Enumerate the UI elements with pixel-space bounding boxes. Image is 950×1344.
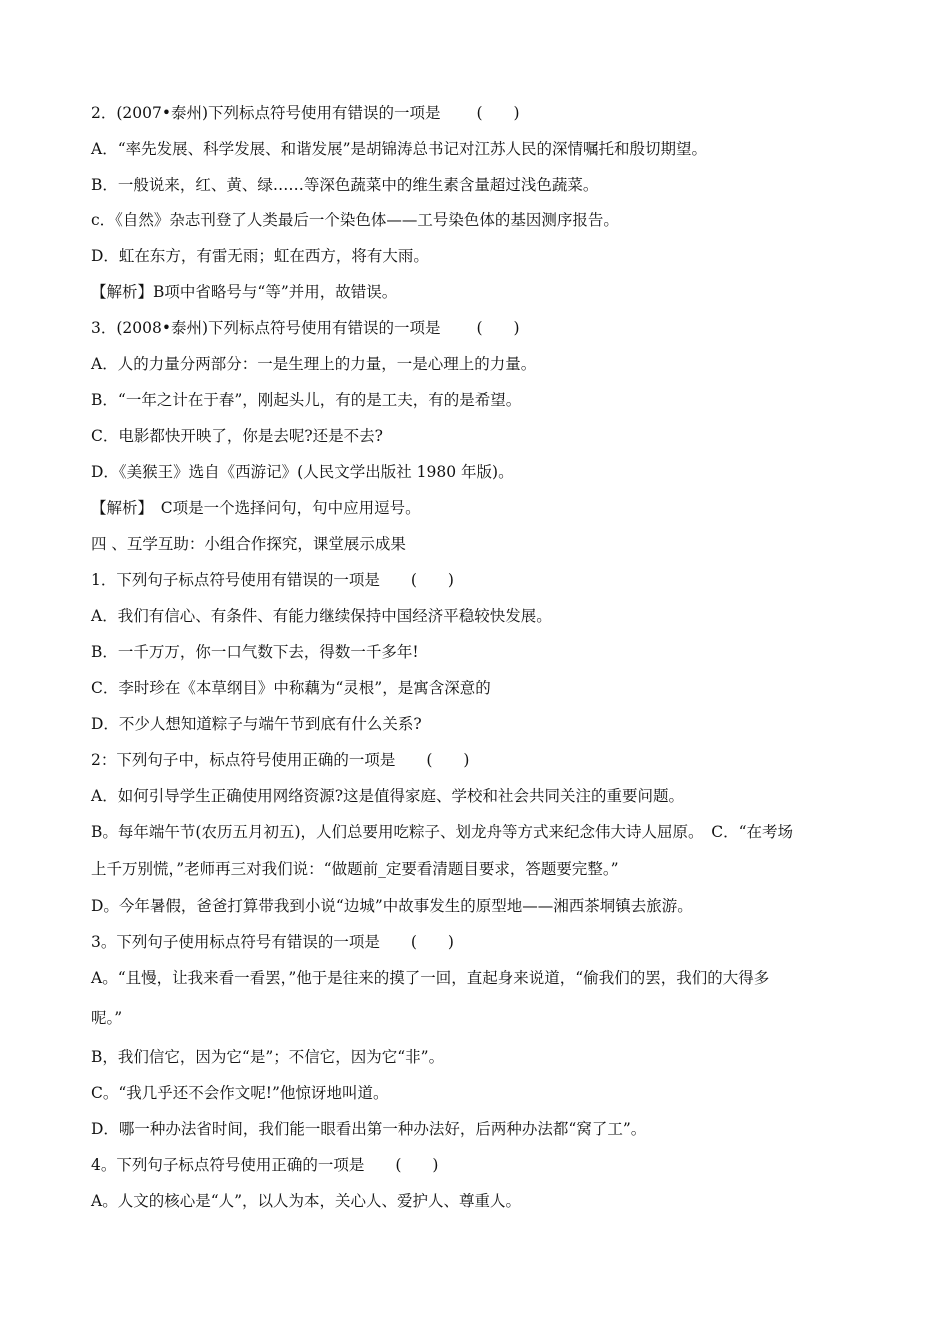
option-a: A．如何引导学生正确使用网络资源?这是值得家庭、学校和社会共同关注的重要问题。 [91,787,685,805]
option-b: B．一般说来，红、黄、绿……等深色蔬菜中的维生素含量超过浅色蔬菜。 [91,176,599,194]
section-heading: 四 、互学互助：小组合作探究，课堂展示成果 [91,535,406,553]
option-a: A．人的力量分两部分：一是生理上的力量，一是心理上的力量。 [91,355,537,373]
option-d: D．哪一种办法省时间，我们能一眼看出第一种办法好，后两种办法都“窝了工”。 [91,1120,647,1138]
question-2-stem: 2．(2007•泰州)下列标点符号使用有错误的一项是 ( ) [91,104,520,122]
option-a: A．我们有信心、有条件、有能力继续保持中国经济平稳较快发展。 [91,607,552,625]
question-4-stem: 4。下列句子标点符号使用正确的一项是 ( ) [91,1156,439,1174]
option-a: A。人文的核心是“人”，以人为本，关心人、爱护人、尊重人。 [91,1192,522,1210]
option-b: B．“一年之计在于春”，刚起头儿，有的是工夫，有的是希望。 [91,391,522,409]
option-d: D．《美猴王》选自《西游记》(人民文学出版社 1980 年版)。 [91,463,514,481]
question-2-stem: 2：下列句子中，标点符号使用正确的一项是 ( ) [91,751,470,769]
question-3-stem: 3。下列句子使用标点符号有错误的一项是 ( ) [91,933,454,951]
option-a: A．“率先发展、科学发展、和谐发展”是胡锦涛总书记对江苏人民的深情嘱托和殷切期望。 [91,140,708,158]
option-d: D．不少人想知道粽子与端午节到底有什么关系? [91,715,422,733]
option-a: A。“且慢，让我来看一看罢，”他于是往来的摸了一回，直起身来说道，“偷我们的罢，我们的大得多 [91,969,770,987]
option-b-c: B。每年端午节(农历五月初五)，人们总要用吃粽子、划龙舟等方式来纪念伟大诗人屈原。 C．“在考场 [91,823,794,841]
analysis: 【解析】 C项是一个选择问句，句中应用逗号。 [91,499,421,517]
option-c: C。“我几乎还不会作文呢!”他惊讶地叫道。 [91,1084,389,1102]
option-c: c．《自然》杂志刊登了人类最后一个染色体——工号染色体的基因测序报告。 [91,211,619,229]
option-d: D。今年暑假，爸爸打算带我到小说“边城”中故事发生的原型地——湘西茶垌镇去旅游。 [91,897,693,915]
question-3-stem: 3．(2008•泰州)下列标点符号使用有错误的一项是 ( ) [91,319,520,337]
option-c-continued: 上千万别慌，”老师再三对我们说：“做题前_定要看清题目要求，答题要完整。” [91,860,619,878]
option-c: C．李时珍在《本草纲目》中称藕为“灵根”，是寓含深意的 [91,679,491,697]
option-b: B，我们信它，因为它“是”；不信它，因为它“非”。 [91,1048,445,1066]
option-a-continued: 呢。” [91,1009,123,1027]
option-c: C．电影都快开映了，你是去呢?还是不去? [91,427,383,445]
question-1-stem: 1．下列句子标点符号使用有错误的一项是 ( ) [91,571,454,589]
option-b: B．一千万万，你一口气数下去，得数一千多年! [91,643,419,661]
analysis: 【解析】B项中省略号与“等”并用，故错误。 [91,283,398,301]
option-d: D．虹在东方，有雷无雨；虹在西方，将有大雨。 [91,247,429,265]
